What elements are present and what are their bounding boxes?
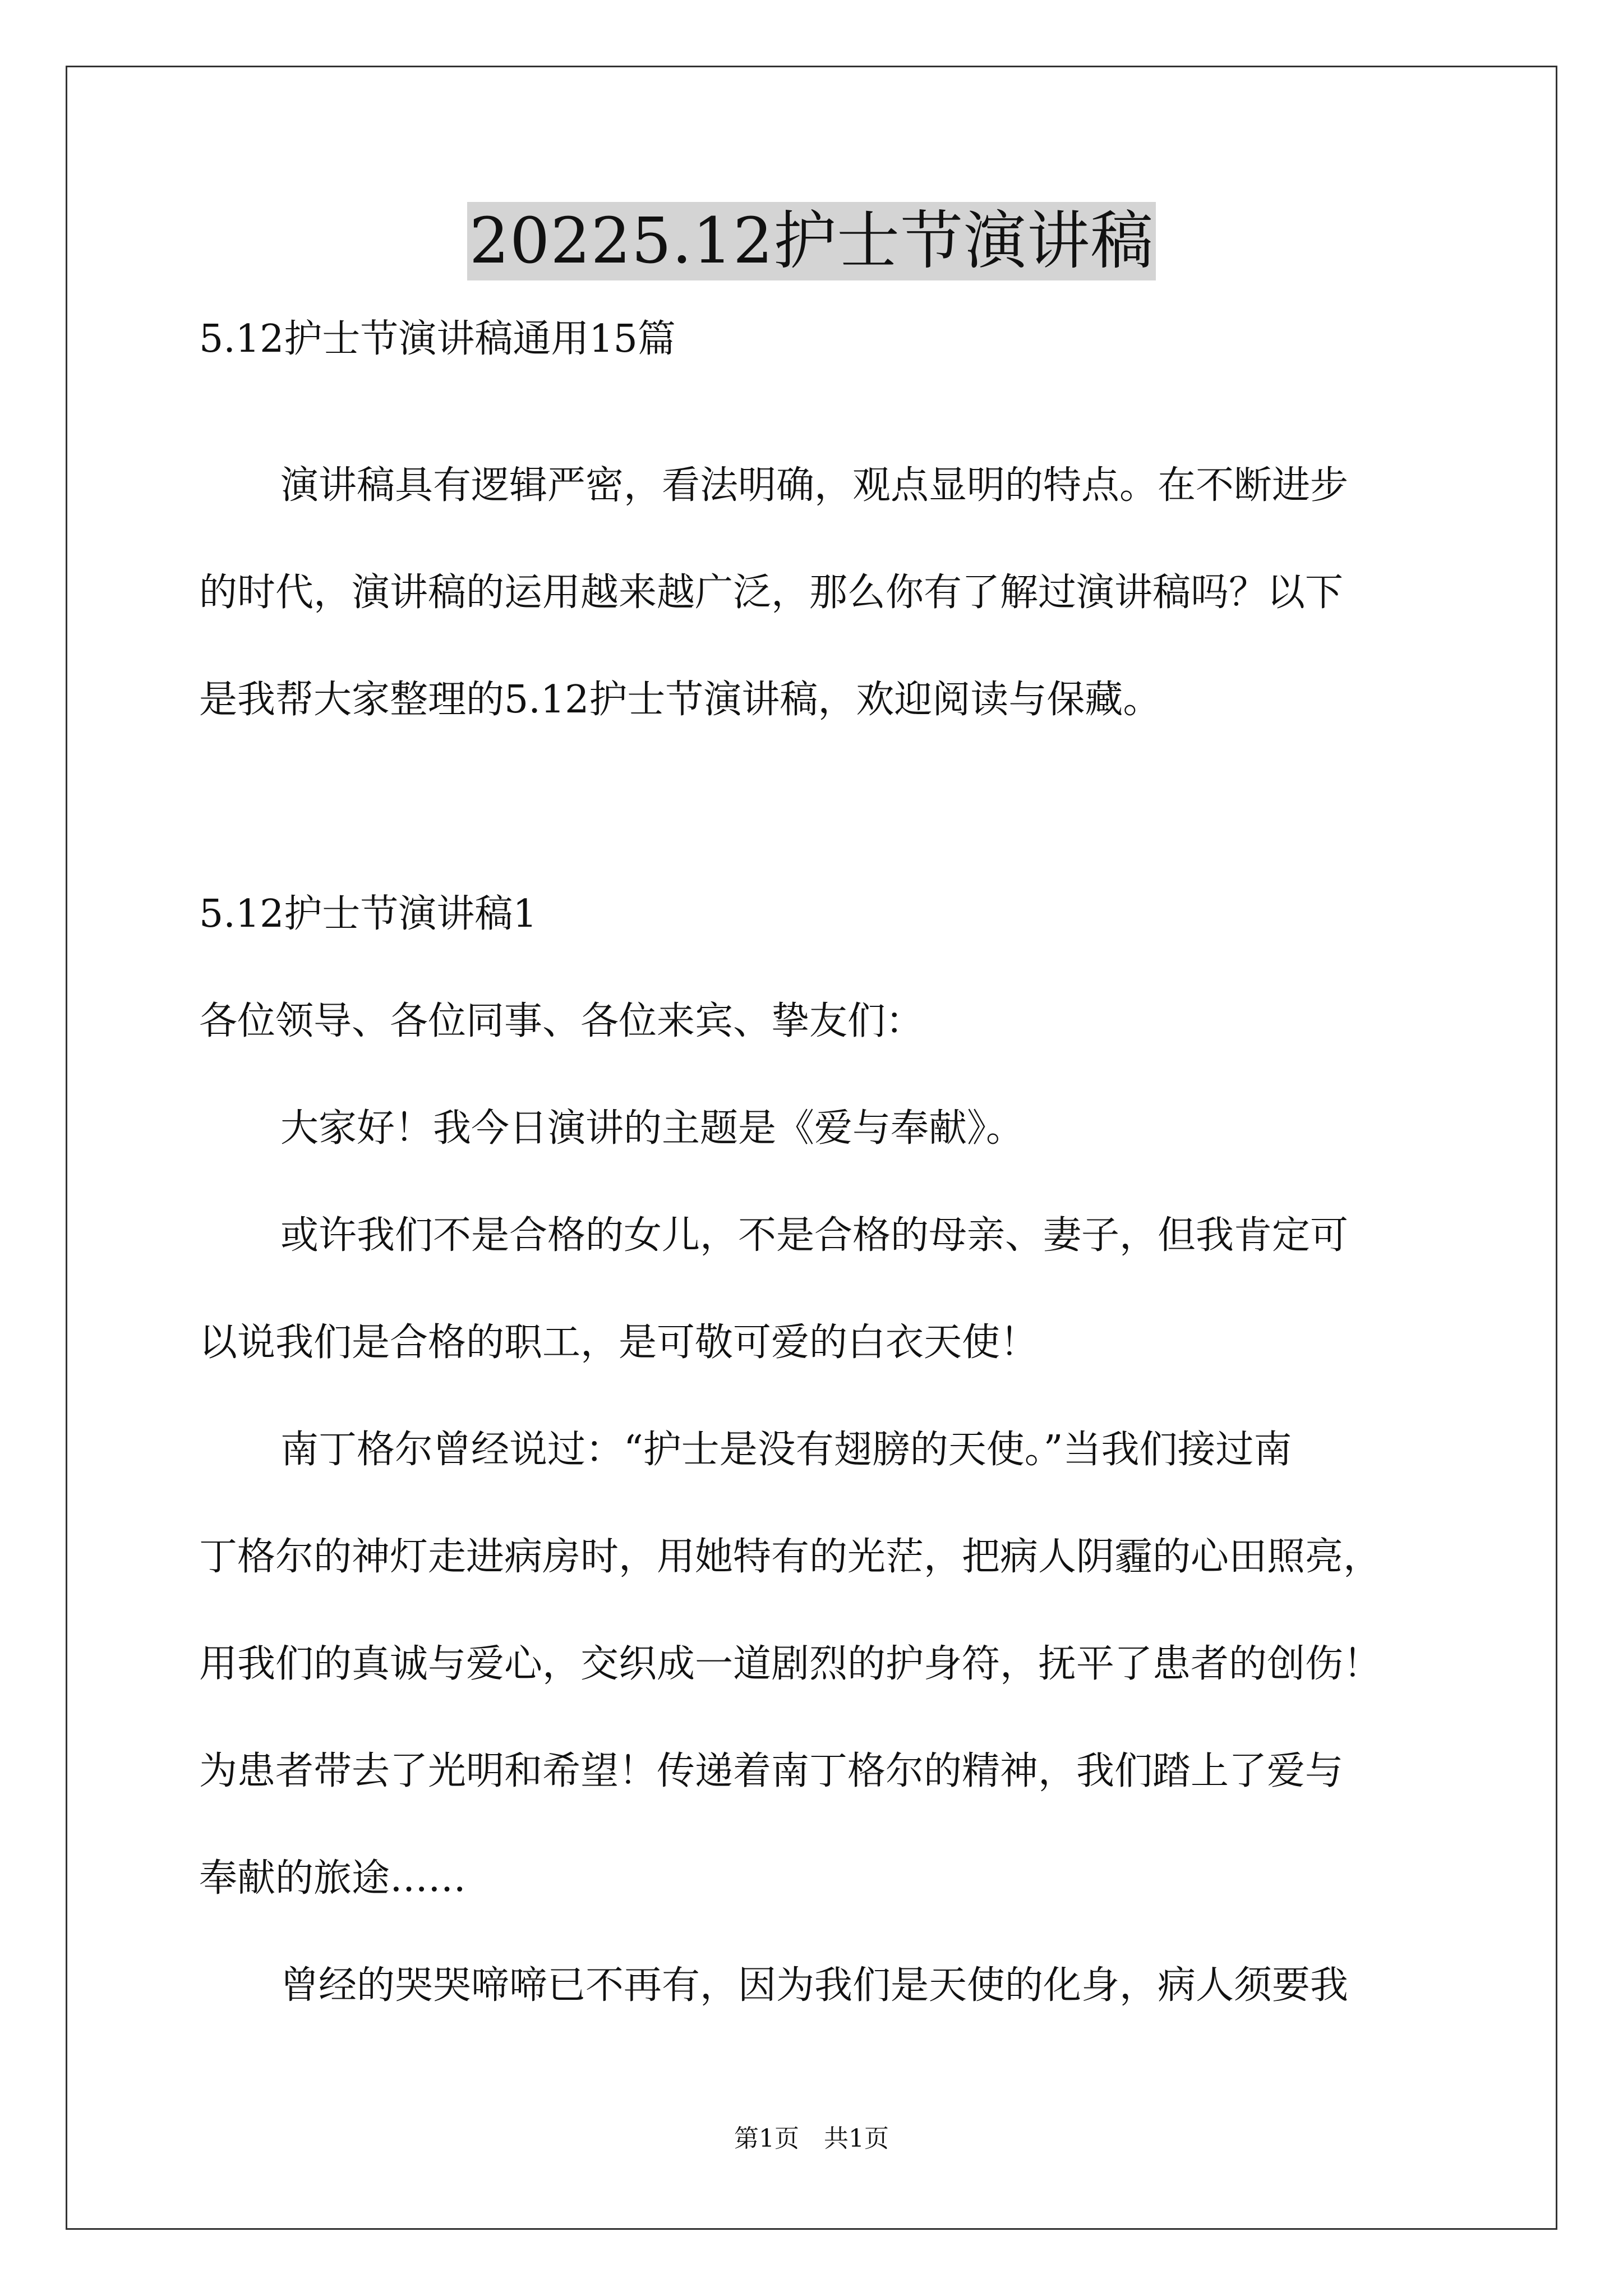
subtitle-line: 5.12护士节演讲稿通用15篇: [199, 317, 676, 361]
section-heading: 5.12护士节演讲稿1: [199, 892, 537, 936]
paragraph-line: 奉献的旅途……: [199, 1856, 467, 1901]
paragraph-line: 的时代，演讲稿的运用越来越广泛，那么你有了解过演讲稿吗？以下: [199, 570, 1344, 615]
page-footer: 第1页 共1页: [734, 2124, 889, 2153]
paragraph-line: 用我们的真诚与爱心，交织成一道剧烈的护身符，抚平了患者的创伤！: [199, 1642, 1382, 1686]
paragraph-line: 大家好！我今日演讲的主题是《爱与奉献》。: [280, 1106, 1025, 1151]
paragraph-line: 演讲稿具有逻辑严密，看法明确，观点显明的特点。在不断进步: [280, 463, 1349, 508]
paragraph-line: 曾经的哭哭啼啼已不再有，因为我们是天使的化身，病人须要我: [280, 1963, 1349, 2008]
paragraph-line: 丁格尔的神灯走进病房时，用她特有的光茫，把病人阴霾的心田照亮，: [199, 1535, 1382, 1579]
paragraph-line: 南丁格尔曾经说过：“护士是没有翅膀的天使。”当我们接过南: [280, 1428, 1292, 1472]
paragraph-line: 以说我们是合格的职工，是可敬可爱的白衣天使！: [199, 1320, 1039, 1365]
paragraph-line: 为患者带去了光明和希望！传递着南丁格尔的精神，我们踏上了爱与: [199, 1749, 1344, 1793]
paragraph-line: 是我帮大家整理的5.12护士节演讲稿，欢迎阅读与保藏。: [199, 678, 1161, 722]
paragraph-line: 或许我们不是合格的女儿，不是合格的母亲、妻子，但我肯定可: [280, 1213, 1349, 1258]
title-container: [0, 202, 1623, 280]
paragraph-line: 各位领导、各位同事、各位来宾、挚友们：: [199, 999, 924, 1043]
document-title: 20225.12护士节演讲稿: [467, 202, 1156, 280]
